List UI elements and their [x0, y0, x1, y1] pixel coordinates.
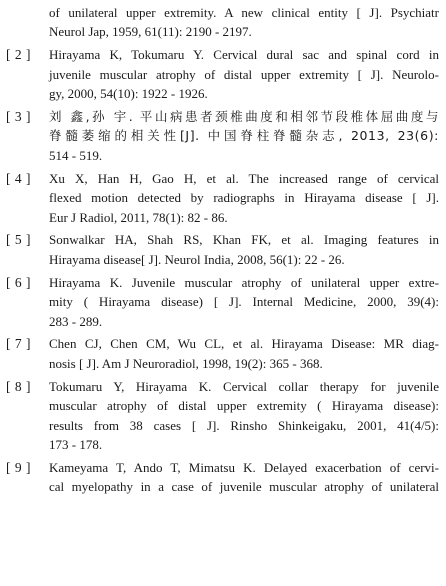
reference-number: [ 4 ]	[6, 170, 31, 186]
reference-text-line: cal myelopathy in a case of juvenile muscular atrophy of unilateral	[49, 479, 439, 495]
reference-text-line: 刘 鑫,孙 宇. 平山病患者颈椎曲度和相邻节段椎体屈曲度与	[49, 109, 439, 124]
reference-text-line: Hirayama K. Juvenile muscular atrophy of unilateral upper extre-	[49, 274, 439, 290]
reference-text-line: Tokumaru Y, Hirayama K. Cervical collar therapy for juvenile	[49, 378, 439, 394]
reference-text-line: 脊髓萎缩的相关性[J]. 中国脊柱脊髓杂志, 2013, 23(6):	[49, 128, 439, 144]
reference-number: [ 7 ]	[6, 336, 31, 352]
reference-number: [ 3 ]	[6, 109, 31, 124]
reference-text-line: 514 - 519.	[49, 147, 103, 163]
reference-text-line: Chen CJ, Chen CM, Wu CL, et al. Hirayama Disease: MR diag-	[49, 336, 439, 352]
reference-text-line: Eur J Radiol, 2011, 78(1): 82 - 86.	[49, 209, 228, 225]
reference-text-line: mity ( Hirayama disease) [ J]. Internal Medicine, 2000, 39(4):	[49, 294, 439, 310]
reference-text-line: gy, 2000, 54(10): 1922 - 1926.	[49, 86, 208, 102]
reference-text-line: Neurol Jap, 1959, 61(11): 2190 - 2197.	[49, 24, 252, 40]
reference-text-line: Hirayama disease[ J]. Neurol India, 2008, 56(1): 22 - 26.	[49, 251, 345, 267]
reference-text-line: Hirayama K, Tokumaru Y. Cervical dural sac and spinal cord in	[49, 47, 439, 63]
reference-text-line: muscular atrophy of distal upper extremity ( Hirayama disease):	[49, 398, 439, 414]
reference-number: [ 5 ]	[6, 232, 31, 248]
reference-text-line: nosis [ J]. Am J Neuroradiol, 1998, 19(2): 365 - 368.	[49, 355, 323, 371]
reference-text-line: Xu X, Han H, Gao H, et al. The increased range of cervical	[49, 170, 439, 186]
reference-text-line: 283 - 289.	[49, 313, 103, 329]
reference-text-line: juvenile muscular atrophy of distal upper extremity [ J]. Neurolo-	[49, 66, 439, 82]
reference-text-line: Sonwalkar HA, Shah RS, Khan FK, et al. Imaging features in	[49, 232, 439, 248]
reference-text-line: of unilateral upper extremity. A new clinical entity [ J]. Psychiatr	[49, 5, 439, 20]
reference-text-line: flexed motion detected by radiographs in Hirayama disease [ J].	[49, 190, 439, 206]
reference-text-line: 173 - 178.	[49, 436, 103, 452]
reference-number: [ 8 ]	[6, 378, 31, 394]
reference-text-line: Kameyama T, Ando T, Mimatsu K. Delayed exacerbation of cervi-	[49, 459, 439, 475]
reference-number: [ 6 ]	[6, 274, 31, 290]
reference-text-line: results from 38 cases [ J]. Rinsho Shinkeigaku, 2001, 41(4/5):	[49, 417, 439, 433]
reference-number: [ 9 ]	[6, 459, 31, 475]
reference-number: [ 2 ]	[6, 47, 31, 63]
